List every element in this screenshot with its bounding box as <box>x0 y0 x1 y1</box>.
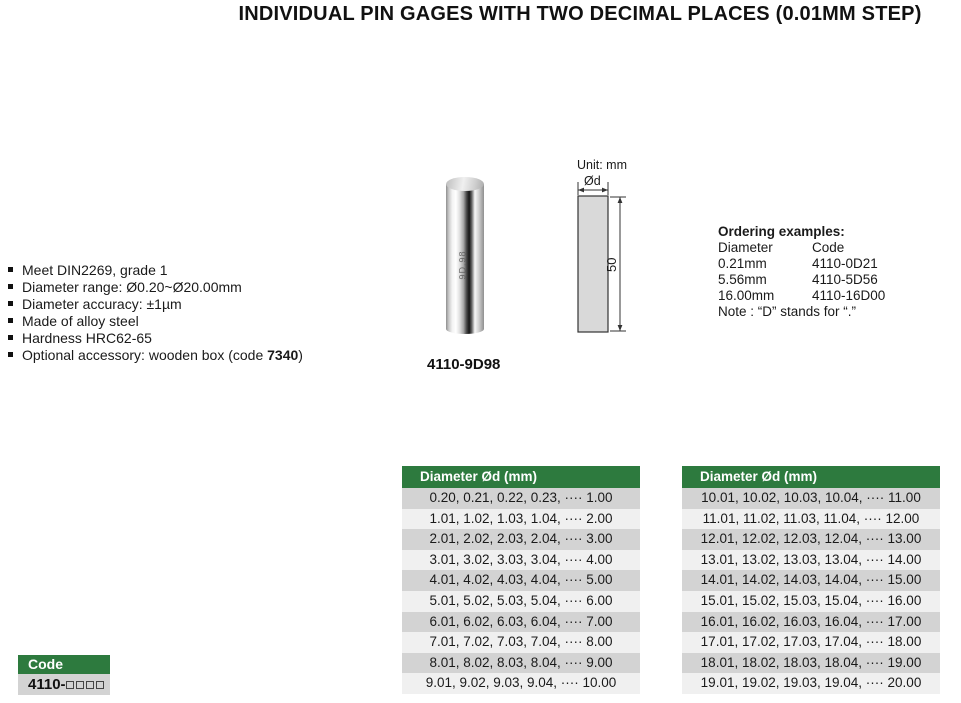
feature-item <box>8 347 408 364</box>
technical-drawing <box>565 152 645 342</box>
table-row: 3.01, 3.02, 3.03, 3.04, ···· 4.00 <box>402 550 640 571</box>
product-model-label: 4110-9D98 <box>427 356 501 373</box>
page-title: INDIVIDUAL PIN GAGES WITH TWO DECIMAL PLACES (0.01MM STEP) <box>238 3 922 25</box>
table-header: Diameter Ød (mm) <box>682 466 940 488</box>
table-row: 13.01, 13.02, 13.03, 13.04, ···· 14.00 <box>682 550 940 571</box>
ordering-examples <box>718 224 953 320</box>
table-row: 9.01, 9.02, 9.03, 9.04, ···· 10.00 <box>402 673 640 694</box>
pin-etched-marking: 9D.98 <box>457 250 468 280</box>
pin-body <box>446 184 484 334</box>
feature-item <box>8 279 408 296</box>
ordering-example-row <box>718 256 953 272</box>
feature-item <box>8 330 408 347</box>
bullet-icon <box>8 267 13 272</box>
code-prefix: 4110- <box>28 676 66 693</box>
feature-list <box>8 262 408 364</box>
ordering-col-diameter: Diameter <box>718 240 773 255</box>
code-box <box>18 655 110 695</box>
table-row: 4.01, 4.02, 4.03, 4.04, ···· 5.00 <box>402 570 640 591</box>
feature-text: ) <box>298 347 303 363</box>
feature-item <box>8 296 408 313</box>
table-row: 1.01, 1.02, 1.03, 1.04, ···· 2.00 <box>402 509 640 530</box>
diameter-table-2 <box>682 466 940 694</box>
ordering-diameter: 5.56mm <box>718 272 767 287</box>
table-row: 0.20, 0.21, 0.22, 0.23, ···· 1.00 <box>402 488 640 509</box>
ordering-example-row <box>718 288 953 304</box>
bullet-icon <box>8 318 13 323</box>
feature-text: Made of alloy steel <box>22 313 139 329</box>
bullet-icon <box>8 301 13 306</box>
code-placeholder-box <box>86 681 94 689</box>
table-row: 12.01, 12.02, 12.03, 12.04, ···· 13.00 <box>682 529 940 550</box>
ordering-columns-row <box>718 240 953 256</box>
length-dim-label: 50 <box>604 257 619 272</box>
feature-text: Optional accessory: wooden box (code <box>22 347 268 363</box>
pin-top-face <box>446 177 484 191</box>
code-pattern <box>18 674 110 695</box>
feature-item <box>8 313 408 330</box>
bullet-icon <box>8 352 13 357</box>
feature-text: Meet DIN2269, grade 1 <box>22 262 168 278</box>
ordering-diameter: 16.00mm <box>718 288 775 303</box>
table-body <box>682 488 940 694</box>
feature-text: Diameter accuracy: ±1µm <box>22 296 182 312</box>
table-row: 19.01, 19.02, 19.03, 19.04, ···· 20.00 <box>682 673 940 694</box>
diameter-table-1 <box>402 466 640 694</box>
ordering-diameter: 0.21mm <box>718 256 767 271</box>
unit-label: Unit: mm <box>577 158 627 172</box>
table-row: 18.01, 18.02, 18.03, 18.04, ···· 19.00 <box>682 653 940 674</box>
feature-item <box>8 262 408 279</box>
bullet-icon <box>8 335 13 340</box>
table-row: 8.01, 8.02, 8.03, 8.04, ···· 9.00 <box>402 653 640 674</box>
code-placeholder-box <box>96 681 104 689</box>
accessory-code: 7340 <box>267 347 299 363</box>
arrowhead-right <box>602 188 608 193</box>
feature-text: Diameter range: Ø0.20~Ø20.00mm <box>22 279 242 295</box>
ordering-note: Note : “D” stands for “.” <box>718 304 857 319</box>
table-row: 14.01, 14.02, 14.03, 14.04, ···· 15.00 <box>682 570 940 591</box>
ordering-example-row <box>718 272 953 288</box>
table-row: 15.01, 15.02, 15.03, 15.04, ···· 16.00 <box>682 591 940 612</box>
pin-gage-photo <box>446 177 484 339</box>
code-placeholder-box <box>76 681 84 689</box>
ordering-code: 4110-0D21 <box>812 256 878 271</box>
table-row: 16.01, 16.02, 16.03, 16.04, ···· 17.00 <box>682 612 940 633</box>
bullet-icon <box>8 284 13 289</box>
table-row: 17.01, 17.02, 17.03, 17.04, ···· 18.00 <box>682 632 940 653</box>
table-row: 10.01, 10.02, 10.03, 10.04, ···· 11.00 <box>682 488 940 509</box>
table-row: 2.01, 2.02, 2.03, 2.04, ···· 3.00 <box>402 529 640 550</box>
arrowhead-bottom <box>618 325 623 331</box>
dimension-drawing-svg <box>565 152 645 342</box>
table-row: 5.01, 5.02, 5.03, 5.04, ···· 6.00 <box>402 591 640 612</box>
code-placeholder-box <box>66 681 74 689</box>
diameter-dim-label: Ød <box>584 174 601 188</box>
table-body <box>402 488 640 694</box>
feature-text: Hardness HRC62-65 <box>22 330 152 346</box>
ordering-code: 4110-5D56 <box>812 272 878 287</box>
ordering-code: 4110-16D00 <box>812 288 886 303</box>
table-header: Diameter Ød (mm) <box>402 466 640 488</box>
arrowhead-top <box>618 197 623 203</box>
arrowhead-left <box>578 188 584 193</box>
table-row: 7.01, 7.02, 7.03, 7.04, ···· 8.00 <box>402 632 640 653</box>
code-box-header: Code <box>18 655 110 674</box>
ordering-heading: Ordering examples: <box>718 224 845 239</box>
ordering-col-code: Code <box>812 240 845 255</box>
table-row: 6.01, 6.02, 6.03, 6.04, ···· 7.00 <box>402 612 640 633</box>
table-row: 11.01, 11.02, 11.03, 11.04, ···· 12.00 <box>682 509 940 530</box>
